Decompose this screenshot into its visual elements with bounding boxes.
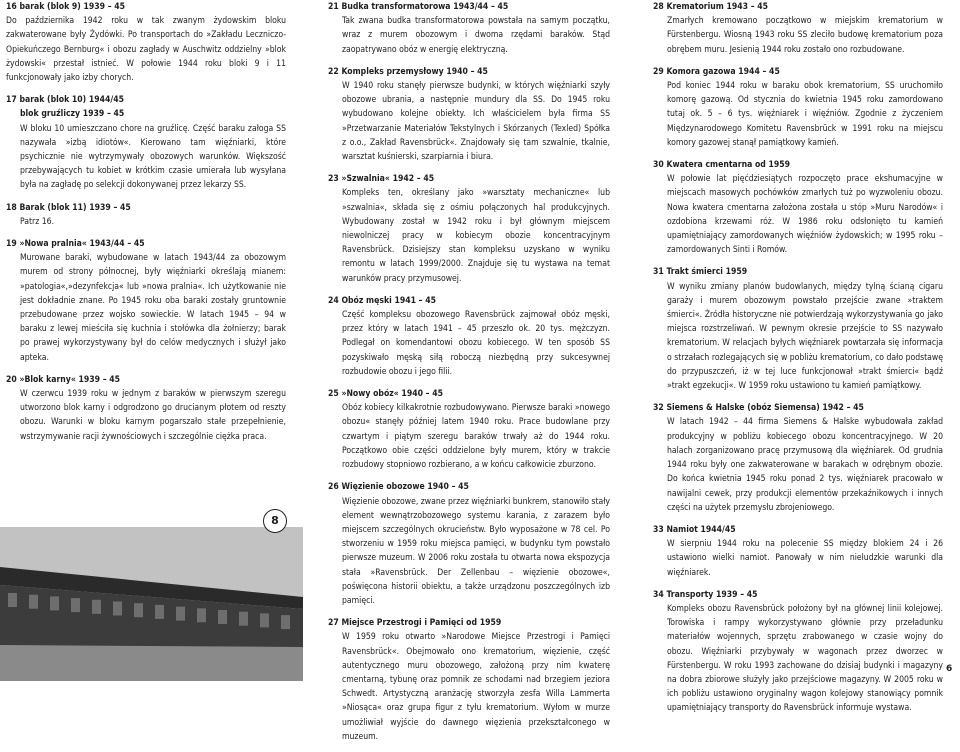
entry-text: Pod koniec 1944 roku w baraku obok krematorium, SS uruchomiło komorę gazową. Od stycznia do kwietnia 1945 roku zamordowano tutaj ok. 5 – 6 tys. więźniarek i więźniów. Zgodnie z życzeniem Międzynarodowego Komitetu Ravensbrück w 1991 roku na miejscu komory gazowej stanął pamiątkowy kamień. (667, 81, 943, 148)
entry-17 (6, 93, 286, 192)
entry-text: Kompleks ten, określany jako »warsztaty mechaniczne« lub »szwalnia«, składa się z ośmiu połączonych hal produkcyjnych. Wybudowany został w 1942 roku i był głównym miejscem niewolniczej pracy w kobiecym obozie koncentracyjnym Ravensbrück. Dzisiejszy stan kompleksu uzyskano w wyniku remontu w latach 1999/2000. Znajduje się tu wystawa na temat warunków pracy przymusowej. (342, 188, 610, 284)
entry-heading: 20 »Blok karny« 1939 – 45 (6, 374, 121, 385)
entry-heading: 34 Transporty 1939 – 45 (653, 589, 758, 600)
photo-window (134, 603, 143, 617)
photo-window (176, 607, 185, 621)
entry-heading: 21 Budka transformatorowa 1943/44 – 45 (328, 2, 509, 12)
entry-text: Obóz kobiecy kilkakrotnie rozbudowywano. Pierwsze baraki »nowego obozu« stanęły później latem 1940 roku. Prace budowlane przy czwartym i piątym szeregu baraków trwały aż do 1944 roku. Początkowo obie części oddzielone były murem, który w trakcie rozbudowy stopniowo rozbierano, a w końcu całkowicie zburzono. (342, 403, 610, 471)
entry-heading: 19 »Nowa pralnia« 1943/44 – 45 (6, 239, 145, 250)
entry-heading: 32 Siemens & Halske (obóz Siemensa) 1942 – 45 (653, 403, 864, 414)
entry-25 (328, 387, 610, 472)
entry-text: W sierpniu 1944 roku na polecenie SS między blokiem 24 i 26 ustawiono wielki namiot. Panowały w nim nieludzkie warunki dla więźniarek. (667, 539, 943, 578)
entry-24 (328, 294, 610, 379)
entry-26 (328, 480, 610, 608)
text-column-right (653, 0, 943, 724)
photo-window (71, 598, 80, 612)
entry-text: Więzienie obozowe, zwane przez więźniarki bunkrem, stanowiło stały element wewnątrzobozowego systemu karania, z zarazem było miejscem szczególnych okrucieństw. Było wyposażone w 78 cel. Po stworzeniu w 1959 roku miejsca pamięci, w budynku tym powstało pierwsze muzeum. W 2006 roku została tu otwarta nowa ekspozycja stała »Ravensbrück. Der Zellenbau – więzienie obozowe«, poświęcona historii obiektu, a także urządzonu poszczególnych izb pamięci. (342, 496, 610, 606)
entry-18 (6, 201, 286, 229)
historic-photo (0, 527, 303, 681)
entry-34 (653, 588, 943, 716)
entry-heading: 29 Komora gazowa 1944 – 45 (653, 66, 780, 77)
map-marker-number: 8 (263, 509, 287, 533)
entry-29 (653, 65, 943, 150)
entry-27 (328, 616, 610, 744)
entry-heading: 26 Więzienie obozowe 1940 – 45 (328, 482, 469, 493)
photo-window (50, 596, 59, 610)
entry-text: W 1940 roku stanęły pierwsze budynki, w których więźniarki szyły obozowe ubrania, a następnie mundury dla SS. Do 1945 roku wybudowano kolejne obiekty. Ich właścicielem była firma SS »Przetwarzanie Materiałów Tekstylnych i Skórzanych (Texled) Spółka z o.o., Zakład Ravensbrück«. Znajdowały się tam szwalnie, tkalnie, warsztat kuśnierski, szarpiarnia i biura. (342, 81, 610, 163)
entry-text: W czerwcu 1939 roku w jednym z baraków w pierwszym szeregu utworzono blok karny i odgrodzono go drucianym płotem od reszty obozu. Warunki w bloku karnym pogarszało stałe przepełnienie, wstrzymywanie racji żywnościowych i szczególnie ciężka praca. (20, 389, 286, 442)
entry-text: Część kompleksu obozowego Ravensbrück zajmował obóz męski, przez który w latach 1941 – 45 przeszło ok. 20 tys. mężczyzn. Podlegał on komendantowi obozu kobiecego. W ten sposób SS pozyskiwało męską siłą roboczą niezbędną przy sukcesywnej rozbudowie obozu i jego filii. (342, 310, 610, 377)
entry-heading: 27 Miejsce Przestrogi i Pamięci od 1959 (328, 618, 502, 629)
entry-22 (328, 65, 610, 164)
entry-33 (653, 523, 943, 580)
entry-text: Zmarłych kremowano początkowo w miejskim krematorium w Fürstenbergu. Wiosną 1943 roku SS zleciło budowę krematorium poza obrębem muru. Jesienią 1944 roku zostało ono rozbudowane. (667, 16, 943, 55)
entry-heading: 30 Kwatera cmentarna od 1959 (653, 160, 791, 171)
entry-32 (653, 401, 943, 515)
entry-heading: 16 barak (blok 9) 1939 – 45 (6, 2, 126, 12)
entry-heading: 22 Kompleks przemysłowy 1940 – 45 (328, 66, 488, 77)
entry-text: Kompleks obozu Ravensbrück położony był na głównej linii kolejowej. Torowiska i rampy wykorzystywano głównie przy przeładunku materiałów wojennych, sprzętu zrabowanego w czasie wojny do obozu. Więźniarki przybywały w wagonach przez dworzec w Fürstenbergu. W roku 1993 zachowane do dzisiaj budynki i magazyny na dobra zbiorowe służyły jako przejściowe magazyny. W 2005 roku w ich pobliżu ustawiono oryginalny wagon kolejowy stanowiący pomnik upamiętniający transporty do Ravensbrück informuje wystawa. (667, 603, 943, 714)
entry-text: Tak zwana budka transformatorowa powstała na samym początku, wraz z murem obozowym i dwoma rzędami baraków. Stąd zaopatrywano obóz w energię elektryczną. (342, 16, 610, 55)
entry-20 (6, 373, 286, 444)
entry-heading: 31 Trakt śmierci 1959 (653, 267, 748, 278)
entry-heading: 23 »Szwalnia« 1942 – 45 (328, 174, 435, 185)
entry-21 (328, 0, 610, 57)
entry-text: W bloku 10 umieszczano chore na gruźlicę. Część baraku załoga SS nazywała »izbą idiotów«. Kierowano tam więźniarki, które psychicznie nie wytrzymywały obozowych warunków. Większość przebywających tu kobiet w krótkim czasie umierała lub wysyłana była na zagładę po selekcji dokonywanej przez lekarzy SS. (20, 123, 286, 191)
entry-text: Patrz 16. (20, 216, 55, 227)
photo-window (260, 613, 269, 627)
text-column-middle (328, 0, 610, 752)
entry-16 (6, 0, 286, 85)
photo-window (155, 605, 164, 619)
entry-heading: 33 Namiot 1944/45 (653, 524, 736, 535)
photo-window (92, 600, 101, 614)
entry-28 (653, 0, 943, 57)
entry-19 (6, 237, 286, 365)
entry-text: W wyniku zmiany planów budowlanych, między tylną ścianą cigaru garaży i murem obozowym powstało przejście zwane »traktem śmierci«. Źródła historyczne nie potwierdzają wykorzystywania go jako miejsca rozstrzeliwań. W pewnym okresie przejście to SS nazywało krematorium. W relacjach byłych więźniarek powtarzała się informacja o strzałach rozlegających się w pobliżu krematorium, co dało podstawę do przypuszczeń, iż w tej luce funkcjonował »trakt śmierci« bądź »trakt egzekucji«. W 1959 roku ustawiono tu kamień pamiątkowy. (667, 281, 943, 392)
entry-text: W 1959 roku otwarto »Narodowe Miejsce Przestrogi i Pamięci Ravensbrück«. Obejmowało ono krematorium, więzienie, część autentycznego muru obozowego, założoną przy nim kwaterę cmentarną, tybunę oraz pomnik ze schodami nad brzegiem jeziora Schwedt. Artystyczną aranżację stworzyła zesfa Willa Lammerta »Niosąca« oraz grupa figur z tyłu krematorium. Wyłom w murze umożliwiał wyjście do dawnego więzienia przekształconego w muzeum. (342, 632, 610, 742)
entry-23 (328, 172, 610, 286)
page-number: 6 (946, 664, 953, 674)
entry-heading: 17 barak (blok 10) 1944/45 (6, 95, 125, 106)
photo-window (29, 595, 38, 609)
entry-30 (653, 158, 943, 257)
photo-window (218, 610, 227, 624)
photo-window (239, 612, 248, 626)
entry-subheading: blok gruźliczy 1939 – 45 (20, 109, 125, 120)
entry-text: W latach 1942 – 44 firma Siemens & Halske wybudowała zakład produkcyjny w pobliżu kobiecego obozu koncentracyjnego. W 20 halach zorganizowano pracę przymusową dla więźniarek. Od grudnia 1944 roku były one zakwaterowane w barakach w odrębnym obozie. Do końca kwietnia 1945 roku ponad 2 tys. więźniarek pracowało w nawijalni cewek, przy produkcji elementów przekaźnikowych i innych części na użytek przemysłu zbrojeniowego. (667, 417, 943, 513)
text-column-left (6, 0, 286, 452)
photo-window (281, 615, 290, 629)
entry-heading: 25 »Nowy obóz« 1940 – 45 (328, 389, 443, 400)
photo-window (197, 608, 206, 622)
entry-text: Murowane baraki, wybudowane w latach 1943/44 za obozowym murem od strony północnej, były więźniarki określają mianem: »patologia«,»dezynfekcja« lub »nowa pralnia«. Ich użytkowanie nie jest dokładnie znane. Po 1945 roku oba baraki zostały gruntownie przebudowane przez wojsko sowieckie. W latach 1945 – 94 w baraku z lewej mieściła się kuchnia i stołówka dla żołnierzy; barak po prawej wykorzystywany był do celów medycznych i służył jako apteka. (20, 253, 286, 363)
entry-text: Do października 1942 roku w tak zwanym żydowskim bloku zakwaterowane były Żydówki. Po transportach do »Zakładu Leczniczo-Opiekuńczego Bernburg« i obozu zagłady w Auschwitz oddzielny »blok żydowski« przestał istnieć. W połowie 1944 roku bloki 9 i 11 funkcjonowały jako izby chorych. (6, 16, 286, 84)
entry-text: W połowie lat pięćdziesiątych rozpoczęto prace ekshumacyjne w miejscach masowych pochówków zmarłych tuż po wyzwoleniu obozu. Nowa kwatera cmentarna założona została u stóp »Muru Narodów« i ozdobiona krzewami róż. W 1986 roku odsłonięto tu kamień upamiętniający zamordowanych więźniów żydowskich; w 1995 roku – zamordowanych Sinti i Romów. (667, 174, 943, 256)
entry-heading: 18 Barak (blok 11) 1939 – 45 (6, 202, 131, 213)
photo-window (8, 593, 17, 607)
entry-31 (653, 265, 943, 393)
photo-window (113, 602, 122, 616)
entry-heading: 28 Krematorium 1943 – 45 (653, 2, 769, 12)
barracks-photo-image (0, 527, 303, 681)
entry-heading: 24 Obóz męski 1941 – 45 (328, 295, 436, 306)
